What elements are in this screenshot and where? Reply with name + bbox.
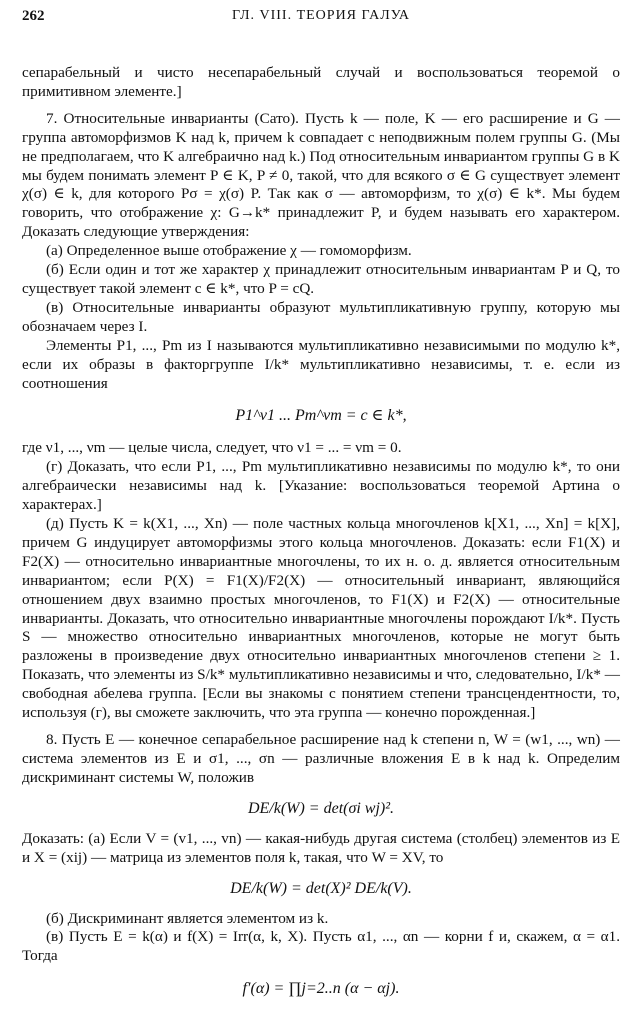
paragraph: (а) Определенное выше отображение χ — гомоморфизм. — [46, 242, 412, 260]
equation: DE/k(W) = det(X)² DE/k(V). — [230, 879, 412, 897]
paragraph: Элементы P1, ..., Pm из I называются мультипликативно независимыми по модулю k*, если их образы в факторгруппе I/k* мультипликативно независимы, т. е. если из соотношения — [22, 336, 620, 392]
paragraph: (б) Если один и тот же характер χ принадлежит относительным инвариантам P и Q, то существует такой элемент c ∈ k*, что P = cQ. — [22, 261, 620, 297]
paragraph: (в) Относительные инварианты образуют мультипликативную группу, которую мы обозначаем через I. — [22, 298, 620, 335]
paragraph: (д) Пусть K = k(X1, ..., Xn) — поле частных кольца многочленов k[X1, ..., Xn] = k[X], причем G индуцирует автоморфизмы этого кольца многочленов. Доказать: если F1(X) и F2(X) — относительно инвариантные многочлены, то их н. о. д. является относительным инвариантом; если P(X) = F1(X)/F2(X) — относительный инвариант, являющийся отношением двух взаимно простых многочленов, то F1(X) и F2(X) — относительные инварианты. Доказать, что относительно инвариантные многочлены порождают I/k*. Пусть S — множество относительно инвариантных многочленов, которые не могут быть разложены в произведение двух относительно инвариантных многочленов степени ≥ 1. Показать, что элементы из S/k* мультипликативно независимы и что, следовательно, I/k* — свободная абелева группа. [Если вы знакомы с понятием степени трансцендентности, то, используя (г), вы сможете заключить, что эта группа — конечно порожденная.] — [22, 515, 620, 722]
paragraph: 8. Пусть E — конечное сепарабельное расширение над k степени n, W = (w1, ..., wn) — система элементов из E и σ1, ..., σn — различные вложения E в k над k. Определим дискриминант системы W, положив — [22, 731, 620, 786]
page-body — [22, 64, 620, 1012]
running-head: ГЛ. VIII. ТЕОРИЯ ГАЛУА — [231, 8, 411, 23]
equation: f′(α) = ∏j=2..n (α − αj). — [242, 980, 400, 998]
paragraph: сепарабельный и чисто несепарабельный случай и воспользоваться теоремой о примитивном элементе.] — [22, 64, 620, 100]
paragraph: где ν1, ..., νm — целые числа, следует, что ν1 = ... = νm = 0. — [22, 439, 402, 457]
paragraph: (б) Дискриминант является элементом из k. — [46, 909, 329, 927]
page-header — [22, 8, 620, 30]
paragraph: (г) Доказать, что если P1, ..., Pm мультипликативно независимы по модулю k*, то они алгебраически независимы над k. [Указание: воспользоваться теоремой Артина о характерах.] — [22, 458, 620, 514]
page-number: 262 — [22, 8, 45, 24]
paragraph: 7. Относительные инварианты (Сато). Пусть k — поле, K — его расширение и G — группа автоморфизмов K над k, причем k совпадает с неподвижным полем группы G. (Мы не предполагаем, что K алгебраично над k.) Под относительным инвариантом группы G в K мы будем понимать элемент P ∈ K, P ≠ 0, такой, что для всякого σ ∈ G существует элемент χ(σ) ∈ k, для которого Pσ = χ(σ) P. Так как σ — автоморфизм, то χ(σ) ∈ k*. Мы будем говорить, что отображение χ: G→k* принадлежит P, и будем называть его характером. Доказать следующие утверждения: — [22, 109, 620, 241]
paragraph: Доказать: (а) Если V = (v1, ..., vn) — какая-нибудь другая система (столбец) элементов из E и X = (xij) — матрица из элементов поля k, такая, что W = XV, то — [22, 829, 620, 866]
equation: DE/k(W) = det(σi wj)². — [247, 799, 395, 817]
paragraph: (в) Пусть E = k(α) и f(X) = Irr(α, k, X). Пусть α1, ..., αn — корни f и, скажем, α = α1. Тогда — [22, 928, 620, 965]
equation: P1^ν1 ... Pm^νm = c ∈ k*, — [235, 407, 407, 425]
